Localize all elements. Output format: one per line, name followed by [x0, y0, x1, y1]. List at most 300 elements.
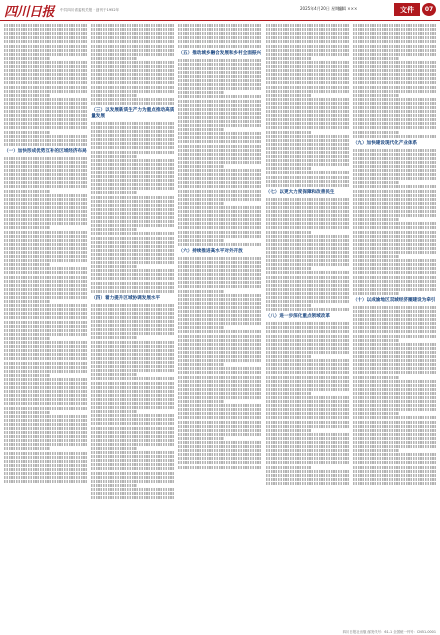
text-line — [178, 355, 261, 358]
text-line — [266, 292, 349, 295]
text-line — [4, 24, 87, 27]
text-line — [353, 198, 436, 201]
text-line — [4, 49, 87, 52]
text-line — [353, 73, 436, 76]
text-line — [4, 325, 87, 328]
text-line — [266, 335, 349, 338]
text-line — [91, 273, 174, 276]
text-line — [91, 390, 174, 393]
text-line — [353, 57, 399, 60]
text-line — [266, 90, 349, 93]
text-line — [4, 394, 87, 397]
page-number: 07 — [422, 3, 436, 16]
text-line — [4, 402, 87, 405]
text-block — [266, 198, 349, 312]
text-line — [91, 228, 137, 231]
text-line — [353, 421, 436, 424]
text-line — [178, 218, 261, 221]
text-line — [91, 175, 174, 178]
text-line — [353, 65, 436, 68]
text-line — [178, 59, 261, 62]
text-line — [4, 28, 87, 31]
text-line — [4, 81, 87, 84]
issue-date: 2025年4月20日 星期日 — [300, 6, 344, 11]
text-line — [178, 63, 261, 66]
text-line — [91, 476, 174, 479]
text-line — [353, 86, 436, 89]
text-line — [178, 302, 261, 305]
text-line — [91, 155, 137, 158]
text-line — [4, 214, 87, 217]
text-line — [178, 116, 261, 119]
text-line — [4, 65, 87, 68]
text-line — [353, 326, 436, 329]
text-line — [353, 32, 436, 35]
text-line — [353, 363, 436, 366]
text-line — [353, 355, 436, 358]
text-line — [91, 431, 174, 434]
text-line — [353, 408, 436, 411]
text-line — [266, 461, 349, 464]
text-line — [91, 488, 174, 491]
text-line — [266, 131, 312, 134]
text-line — [178, 437, 224, 440]
text-line — [178, 388, 261, 391]
text-line — [266, 184, 349, 187]
text-line — [353, 77, 436, 80]
text-line — [4, 280, 87, 283]
text-line — [91, 57, 137, 60]
text-line — [4, 431, 87, 434]
text-line — [266, 388, 349, 391]
text-line — [4, 194, 87, 197]
text-line — [178, 429, 261, 432]
text-line — [353, 474, 436, 477]
text-line — [91, 402, 174, 405]
column-1 — [4, 23, 87, 628]
text-line — [4, 415, 87, 418]
text-line — [353, 347, 436, 350]
text-line — [178, 210, 261, 213]
text-line — [266, 155, 349, 158]
text-line — [266, 271, 349, 274]
text-line — [266, 482, 349, 485]
text-line — [178, 380, 261, 383]
text-line — [4, 321, 87, 324]
text-line — [91, 357, 174, 360]
text-line — [178, 347, 261, 350]
text-line — [91, 394, 174, 397]
text-line — [266, 57, 312, 60]
text-line — [266, 210, 349, 213]
text-line — [266, 235, 349, 238]
text-line — [353, 380, 436, 383]
text-line — [353, 69, 436, 72]
text-line — [266, 466, 312, 469]
text-line — [266, 110, 349, 113]
text-line — [353, 118, 436, 121]
text-line — [178, 185, 261, 188]
text-line — [178, 461, 261, 464]
text-line — [353, 157, 436, 160]
section-tag: 文件 — [394, 3, 420, 16]
text-line — [4, 464, 87, 467]
text-line — [91, 336, 137, 339]
text-line — [353, 388, 436, 391]
text-line — [4, 135, 87, 138]
text-line — [4, 407, 87, 410]
text-line — [91, 224, 174, 227]
text-line — [266, 163, 349, 166]
text-line — [4, 40, 87, 43]
text-line — [178, 339, 261, 342]
text-line — [266, 276, 349, 279]
text-line — [178, 124, 261, 127]
text-line — [91, 183, 174, 186]
text-line — [178, 449, 261, 452]
text-line — [353, 335, 436, 338]
text-line — [266, 32, 349, 35]
text-line — [353, 343, 436, 346]
text-line — [178, 32, 261, 35]
text-line — [91, 167, 174, 170]
text-line — [178, 273, 261, 276]
text-line — [178, 392, 261, 395]
text-line — [353, 165, 436, 168]
text-line — [91, 191, 137, 194]
text-line — [353, 314, 436, 317]
footer-imprint: 四川日报社出版 邮发代号：61-1 全国统一刊号：CN51-0001 — [342, 630, 436, 634]
text-line — [266, 226, 349, 229]
text-line — [4, 131, 50, 134]
text-line — [353, 40, 436, 43]
text-line — [91, 249, 174, 252]
text-line — [178, 36, 261, 39]
text-line — [4, 235, 87, 238]
text-line — [353, 90, 436, 93]
text-line — [91, 208, 174, 211]
text-line — [4, 77, 87, 80]
text-line — [4, 90, 87, 93]
text-line — [353, 255, 399, 258]
text-line — [178, 132, 261, 135]
text-line — [353, 367, 436, 370]
text-line — [178, 367, 261, 370]
text-line — [91, 102, 174, 105]
masthead — [0, 0, 440, 21]
text-line — [266, 106, 349, 109]
text-line — [178, 226, 261, 229]
text-line — [4, 378, 87, 381]
text-line — [4, 177, 87, 180]
text-line — [91, 447, 137, 450]
text-line — [4, 304, 87, 307]
text-line — [91, 216, 174, 219]
text-line — [353, 24, 436, 27]
text-line — [353, 441, 436, 444]
text-block — [178, 59, 261, 246]
text-block — [4, 157, 87, 483]
text-line — [4, 333, 87, 336]
text-line — [266, 255, 349, 258]
text-line — [4, 353, 87, 356]
text-line — [266, 453, 349, 456]
text-line — [91, 159, 174, 162]
text-line — [178, 243, 261, 246]
text-line — [4, 349, 87, 352]
text-line — [178, 214, 261, 217]
text-line — [353, 392, 436, 395]
text-line — [91, 187, 174, 190]
text-line — [91, 269, 174, 272]
text-line — [178, 28, 261, 31]
text-line — [178, 335, 261, 338]
section-heading: （七）以更大力度保障和改善民生 — [265, 189, 335, 195]
text-line — [4, 222, 87, 225]
text-line — [266, 86, 349, 89]
text-line — [91, 90, 174, 93]
text-line — [178, 100, 261, 103]
text-line — [178, 277, 261, 280]
text-line — [266, 176, 349, 179]
text-line — [178, 457, 261, 460]
text-line — [4, 202, 87, 205]
text-line — [353, 478, 436, 481]
text-line — [91, 328, 174, 331]
text-line — [178, 343, 261, 346]
text-line — [353, 106, 436, 109]
text-line — [266, 198, 349, 201]
section-heading: （三）以发展新质生产力为重点推动高质量发展 — [91, 107, 175, 119]
text-line — [353, 226, 436, 229]
text-line — [4, 386, 87, 389]
text-line — [91, 373, 137, 376]
text-line — [266, 73, 349, 76]
text-line — [91, 98, 174, 101]
text-line — [91, 480, 174, 483]
text-line — [4, 185, 87, 188]
text-line — [4, 390, 87, 393]
text-line — [91, 69, 174, 72]
text-line — [91, 349, 174, 352]
text-line — [91, 220, 174, 223]
section-heading: （四）着力提升区域协调发展水平 — [91, 295, 161, 301]
text-line — [266, 330, 349, 333]
text-line — [91, 406, 174, 409]
text-line — [353, 210, 436, 213]
text-line — [353, 81, 436, 84]
text-line — [353, 259, 436, 262]
text-line — [353, 36, 436, 39]
text-line — [91, 86, 174, 89]
text-line — [266, 384, 349, 387]
text-line — [4, 452, 87, 455]
text-line — [266, 355, 312, 358]
section-heading: （六）持续推进高水平对外开放 — [178, 248, 243, 254]
text-line — [4, 110, 87, 113]
text-line — [178, 400, 224, 403]
text-line — [353, 231, 436, 234]
text-line — [4, 382, 87, 385]
text-line — [266, 135, 349, 138]
text-line — [178, 157, 261, 160]
text-line — [4, 366, 87, 369]
text-line — [91, 451, 174, 454]
text-line — [91, 65, 174, 68]
text-line — [178, 202, 224, 205]
text-line — [178, 265, 261, 268]
text-line — [178, 404, 261, 407]
text-line — [266, 61, 349, 64]
text-line — [178, 433, 261, 436]
text-line — [353, 433, 436, 436]
text-line — [266, 392, 312, 395]
text-line — [353, 276, 436, 279]
text-line — [91, 24, 174, 27]
text-line — [353, 61, 436, 64]
text-line — [353, 243, 436, 246]
text-line — [178, 239, 224, 242]
text-line — [178, 269, 261, 272]
text-line — [353, 173, 436, 176]
text-line — [353, 247, 436, 250]
text-line — [4, 98, 87, 101]
text-line — [178, 351, 261, 354]
text-line — [4, 226, 50, 229]
text-block — [178, 257, 261, 469]
text-line — [266, 359, 349, 362]
text-line — [4, 243, 87, 246]
text-line — [353, 400, 436, 403]
column-2 — [91, 23, 174, 628]
text-line — [91, 463, 174, 466]
text-line — [91, 81, 174, 84]
text-line — [353, 131, 399, 134]
text-line — [353, 202, 436, 205]
text-line — [91, 484, 137, 487]
text-line — [353, 351, 436, 354]
text-line — [4, 143, 87, 146]
text-line — [353, 98, 436, 101]
text-line — [178, 112, 261, 115]
text-line — [4, 69, 87, 72]
text-line — [266, 288, 349, 291]
text-line — [178, 231, 261, 234]
text-line — [4, 300, 50, 303]
text-line — [91, 261, 174, 264]
text-line — [4, 276, 87, 279]
text-block — [4, 24, 87, 146]
text-line — [266, 24, 349, 27]
text-line — [266, 49, 349, 52]
text-line — [178, 173, 261, 176]
text-line — [91, 282, 174, 285]
text-line — [266, 118, 349, 121]
text-line — [178, 108, 261, 111]
text-line — [266, 28, 349, 31]
text-line — [91, 94, 137, 97]
text-line — [91, 32, 174, 35]
text-line — [353, 310, 436, 313]
text-line — [178, 257, 261, 260]
text-line — [266, 267, 312, 270]
text-line — [91, 369, 174, 372]
text-line — [353, 161, 436, 164]
text-line — [178, 294, 261, 297]
text-line — [178, 83, 261, 86]
text-line — [353, 376, 399, 379]
text-line — [4, 86, 87, 89]
text-line — [4, 439, 87, 442]
text-line — [353, 222, 436, 225]
text-line — [91, 443, 174, 446]
text-line — [353, 153, 436, 156]
text-line — [353, 330, 436, 333]
text-line — [178, 384, 261, 387]
text-line — [4, 456, 87, 459]
text-line — [91, 126, 174, 129]
text-line — [353, 371, 436, 374]
text-line — [178, 466, 261, 469]
text-line — [266, 151, 349, 154]
text-line — [266, 222, 349, 225]
text-line — [91, 45, 174, 48]
text-line — [4, 165, 87, 168]
text-line — [91, 353, 174, 356]
text-line — [266, 206, 349, 209]
text-line — [91, 28, 174, 31]
text-line — [4, 292, 87, 295]
text-line — [91, 386, 174, 389]
text-line — [4, 161, 87, 164]
text-line — [266, 347, 349, 350]
text-line — [91, 455, 174, 458]
text-line — [266, 457, 349, 460]
text-line — [266, 94, 312, 97]
text-line — [178, 206, 261, 209]
text-line — [4, 472, 87, 475]
text-line — [178, 222, 261, 225]
text-line — [4, 341, 87, 344]
text-line — [266, 171, 349, 174]
text-line — [91, 265, 137, 268]
text-line — [91, 496, 174, 499]
text-line — [91, 163, 174, 166]
text-line — [353, 318, 436, 321]
text-line — [91, 171, 174, 174]
text-line — [266, 40, 349, 43]
text-line — [4, 398, 87, 401]
text-line — [4, 102, 87, 105]
text-block — [266, 24, 349, 187]
text-line — [178, 306, 261, 309]
text-line — [4, 231, 87, 234]
text-line — [91, 459, 174, 462]
text-line — [91, 61, 174, 64]
text-line — [4, 53, 87, 56]
text-line — [353, 453, 436, 456]
text-line — [266, 243, 349, 246]
text-line — [178, 95, 261, 98]
section-heading: （九）加快建设现代化产业体系 — [352, 140, 418, 146]
text-line — [266, 259, 349, 262]
text-line — [4, 173, 87, 176]
text-line — [353, 206, 436, 209]
text-line — [353, 425, 436, 428]
text-line — [4, 296, 87, 299]
text-line — [353, 110, 436, 113]
text-line — [266, 404, 349, 407]
